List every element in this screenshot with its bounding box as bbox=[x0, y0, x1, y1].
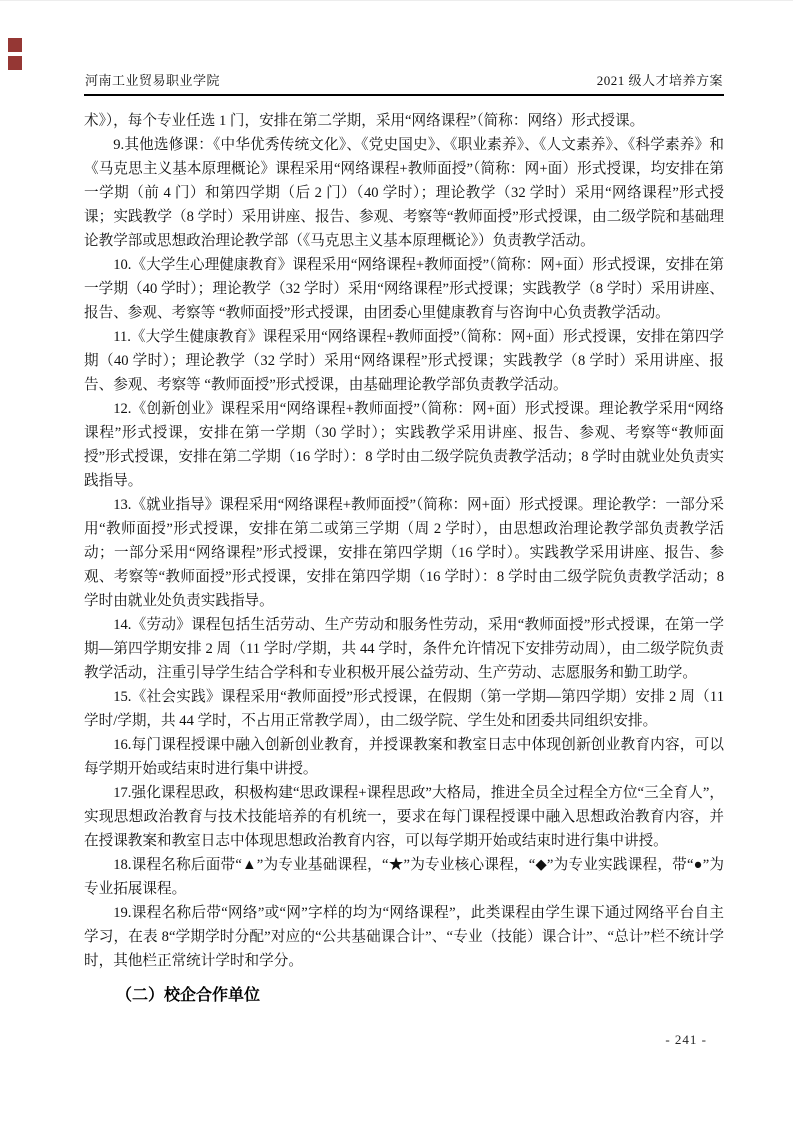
paragraph-11: 11.《大学生健康教育》课程采用“网络课程+教师面授”（简称：网+面）形式授课，安排在第四学期（40 学时）；理论教学（32 学时）采用“网络课程”形式授课；实践教学（8 学时）采用讲座、报告、参观、考察等 “教师面授”形式授课，由基础理论教学部负责教学活动。 bbox=[84, 329, 724, 393]
paragraph-19: 19.课程名称后带“网络”或“网”字样的均为“网络课程”，此类课程由学生课下通过网络平台自主学习，在表 8“学期学时分配”对应的“公共基础课合计”、“专业（技能）课合计”、“总计”栏不统计学时，其他栏正常统计学时和学分。 bbox=[84, 905, 724, 969]
paragraph-15: 15.《社会实践》课程采用“教师面授”形式授课，在假期（第一学期—第四学期）安排 2 周（11 学时/学期，共 44 学时，不占用正常教学周），由二级学院、学生处和团委共同组织安排。 bbox=[84, 689, 724, 729]
paragraph-13: 13.《就业指导》课程采用“网络课程+教师面授”（简称：网+面）形式授课。理论教学：一部分采用“教师面授”形式授课，安排在第二或第三学期（周 2 学时），由思想政治理论教学部负责教学活动；一部分采用“网络课程”形式授课，安排在第四学期（16 学时）。实践教学采用讲座、报告、参观、考察等“教师面授”形式授课，安排在第四学期（16 学时）：8 学时由二级学院负责教学活动；8 学时由就业处负责实践指导。 bbox=[84, 497, 724, 609]
paragraph-continuation: 术》），每个专业任选 1 门，安排在第二学期，采用“网络课程”（简称：网络）形式授课。 bbox=[84, 113, 645, 129]
paragraph-17: 17.强化课程思政，积极构建“思政课程+课程思政”大格局，推进全员全过程全方位“三全育人”，实现思想政治教育与技术技能培养的有机统一，要求在每门课程授课中融入思想政治教育内容，并在授课教案和教室日志中体现思想政治教育内容，可以每学期开始或结束时进行集中讲授。 bbox=[84, 785, 724, 849]
header-plan-title: 2021 级人才培养方案 bbox=[596, 73, 723, 88]
paragraph-12: 12.《创新创业》课程采用“网络课程+教师面授”（简称：网+面）形式授课。理论教学采用“网络课程”形式授课，安排在第一学期（30 学时）；实践教学采用讲座、报告、参观、考察等“教师面授”形式授课，安排在第二学期（16 学时）：8 学时由二级学院负责教学活动；8 学时由就业处负责实践指导。 bbox=[84, 401, 724, 489]
header-school-name: 河南工业贸易职业学院 bbox=[85, 73, 221, 88]
page-number: - 241 - bbox=[665, 1032, 707, 1047]
paragraph-18: 18.课程名称后面带“▲”为专业基础课程，“★”为专业核心课程，“◆”为专业实践课程，带“●”为专业拓展课程。 bbox=[84, 857, 724, 897]
red-marker-2 bbox=[8, 56, 22, 70]
page-header bbox=[84, 70, 724, 96]
red-marker-1 bbox=[8, 38, 22, 52]
section-heading: （二）校企合作单位 bbox=[116, 987, 261, 1004]
page-content bbox=[84, 70, 724, 1008]
paragraph-14: 14.《劳动》课程包括生活劳动、生产劳动和服务性劳动，采用“教师面授”形式授课，在第一学期—第四学期安排 2 周（11 学时/学期，共 44 学时，条件允许情况下安排劳动周），由二级学院负责教学活动，注重引导学生结合学科和专业积极开展公益劳动、生产劳动、志愿服务和勤工助学。 bbox=[84, 617, 724, 681]
paragraph-10: 10.《大学生心理健康教育》课程采用“网络课程+教师面授”（简称：网+面）形式授课，安排在第一学期（40 学时）；理论教学（32 学时）采用“网络课程”形式授课；实践教学（8 学时）采用讲座、报告、参观、考察等 “教师面授”形式授课，由团委心里健康教育与咨询中心负责教学活动。 bbox=[84, 257, 724, 321]
paragraph-9: 9.其他选修课：《中华优秀传统文化》、《党史国史》、《职业素养》、《人文素养》、《科学素养》和《马克思主义基本原理概论》课程采用“网络课程+教师面授”（简称：网+面）形式授课，均安排在第一学期（前 4 门）和第四学期（后 2 门）（40 学时）；理论教学（32 学时）采用“网络课程”形式授课；实践教学（8 学时）采用讲座、报告、参观、考察等“教师面授”形式授课，由二级学院和基础理论教学部或思想政治理论教学部（《马克思主义基本原理概论》）负责教学活动。 bbox=[84, 137, 724, 249]
paragraph-16: 16.每门课程授课中融入创新创业教育，并授课教案和教室日志中体现创新创业教育内容，可以每学期开始或结束时进行集中讲授。 bbox=[84, 737, 724, 777]
document-body bbox=[84, 109, 724, 1008]
